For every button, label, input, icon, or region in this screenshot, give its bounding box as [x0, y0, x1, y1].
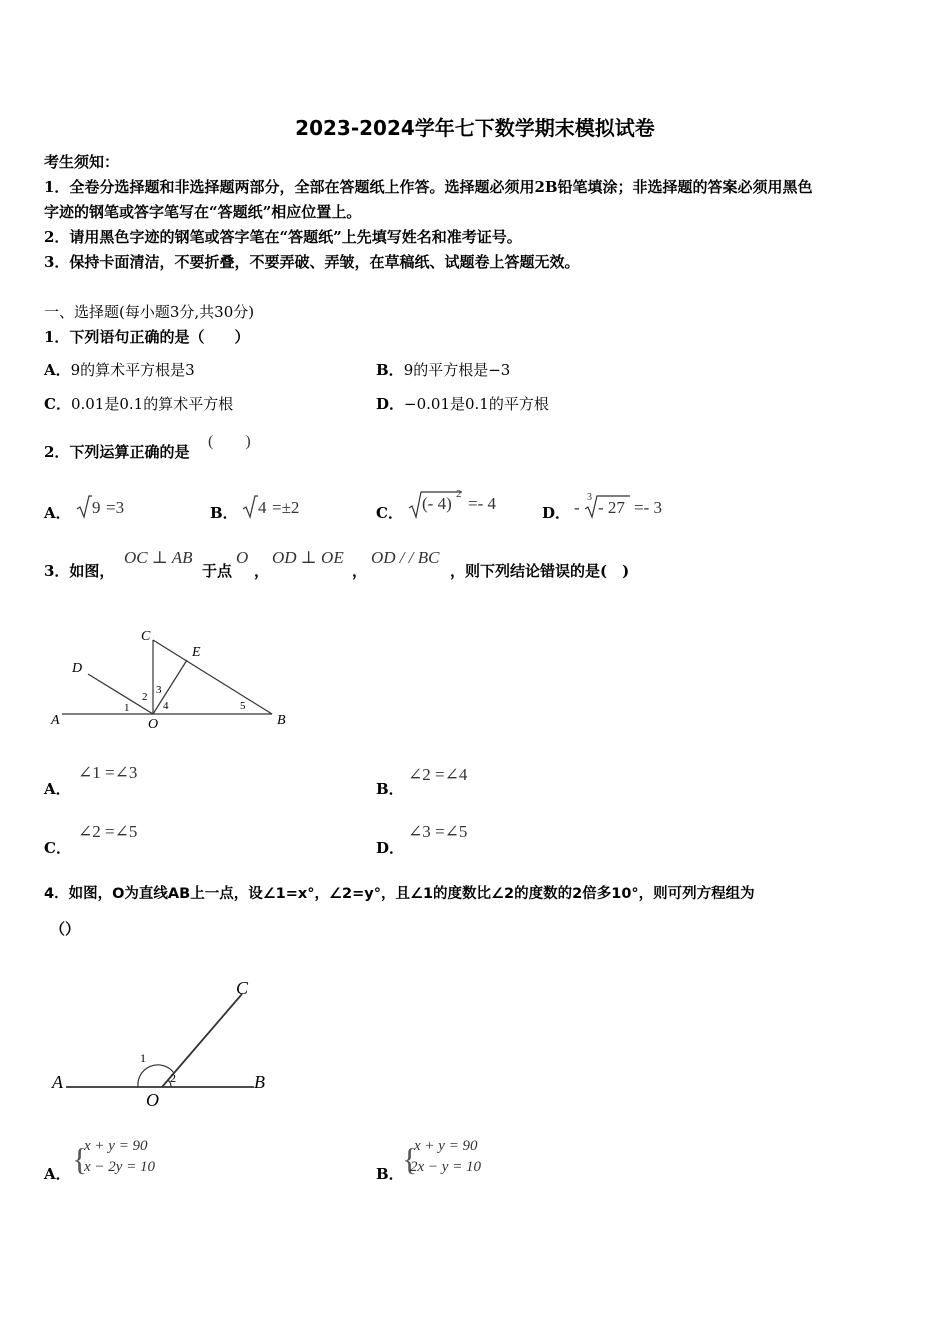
q4-a-brace: { — [72, 1141, 88, 1177]
q4-arc-1 — [138, 1065, 174, 1087]
q3-math-od-perp-oe: OD ⊥ OE — [272, 548, 344, 567]
notice-line-1b: 字迹的钢笔或答字笔写在“答题纸”相应位置上。 — [44, 203, 362, 221]
q3-label-d: D — [72, 661, 83, 676]
q4-label-c: C — [236, 978, 249, 998]
q1-option-c — [44, 394, 233, 414]
q1-option-b — [376, 360, 510, 380]
q2-d-index: 3 — [587, 492, 592, 503]
q3-sep-2: ， — [352, 562, 368, 580]
q3-text-at-point: 于点 — [202, 562, 233, 580]
q4-stem: 4．如图，O为直线AB上一点，设∠1=x°，∠2=y°，且∠1的度数比∠2的度数的2倍多10°，则可列方程组为 — [44, 886, 755, 902]
q3-line-cb — [153, 640, 272, 714]
q3-angle-5: 5 — [240, 700, 246, 712]
q3-angle-4: 4 — [163, 700, 169, 712]
page-title: 2023-2024学年七下数学期末模拟试卷 — [295, 116, 655, 140]
q3-angle-1: 1 — [124, 702, 130, 714]
q4-stem-paren: （） — [50, 920, 81, 938]
q4-b-brace: { — [402, 1141, 418, 1177]
q2-d-radicand: - 27 — [598, 498, 625, 517]
notice-line-3: 3．保持卡面清洁，不要折叠，不要弄破、弄皱，在草稿纸、试题卷上答题无效。 — [44, 253, 580, 271]
notice-line-2: 2．请用黑色字迹的钢笔或答字笔在“答题纸”上先填写姓名和准考证号。 — [44, 228, 522, 246]
q3-a-text: ∠1 =∠3 — [78, 763, 138, 782]
q2-b-radical-sign — [242, 494, 258, 520]
q3-angle-2: 2 — [142, 691, 148, 703]
q4-a-label: A． — [44, 1165, 71, 1183]
q4-b-eq2: 2x − y = 10 — [410, 1159, 482, 1175]
q3-label-o: O — [148, 717, 159, 732]
section-heading: 一、选择题(每小题3分,共30分) — [44, 303, 255, 321]
q4-angle-1: 1 — [140, 1051, 146, 1065]
q3-stem-prefix: 3．如图， — [44, 562, 115, 580]
q4-geometry-figure — [40, 970, 280, 1115]
q2-a-radicand: 9 — [92, 498, 101, 517]
q1-option-d — [376, 394, 549, 414]
q2-c-label: C． — [376, 504, 403, 522]
q4-label-a: A — [52, 1072, 63, 1092]
q2-d-rhs: =- 3 — [634, 498, 662, 517]
q1-b-text: 9的平方根是−3 — [403, 361, 511, 379]
q1-d-text: −0.01是0.1的平方根 — [404, 395, 549, 413]
q1-d-label: D． — [376, 395, 405, 413]
q2-a-rhs: =3 — [106, 498, 125, 517]
q3-math-od-parallel-bc: OD / / BC — [371, 548, 440, 567]
q2-a-label: A． — [44, 504, 71, 522]
q3-b-text: ∠2 =∠4 — [408, 765, 468, 784]
q4-b-label: B． — [376, 1165, 404, 1183]
q3-d-label: D． — [376, 839, 405, 857]
q2-stem: 2．下列运算正确的是 — [44, 443, 190, 461]
q3-math-oc-perp-ab: OC ⊥ AB — [124, 548, 193, 567]
q1-option-a — [44, 360, 195, 380]
q3-label-e: E — [192, 645, 201, 660]
q3-label-c: C — [141, 629, 151, 644]
q4-label-o: O — [146, 1090, 159, 1110]
q1-stem: 1．下列语句正确的是（ ） — [44, 328, 250, 346]
q2-b-rhs: =±2 — [272, 498, 300, 517]
q4-b-eq1: x + y = 90 — [414, 1138, 478, 1154]
q2-paren: ( ) — [208, 433, 251, 450]
q3-stem-suffix: ，则下列结论错误的是( ) — [450, 562, 630, 580]
q1-a-label: A． — [44, 361, 71, 379]
q4-a-eq1: x + y = 90 — [84, 1138, 148, 1154]
q2-d-label: D． — [542, 504, 571, 522]
q2-c-radicand: (- 4) — [422, 494, 452, 513]
q3-sep-1: ， — [254, 562, 270, 580]
q3-a-label: A． — [44, 780, 71, 798]
q4-label-b: B — [254, 1072, 265, 1092]
q2-b-label: B． — [210, 504, 238, 522]
q3-c-text: ∠2 =∠5 — [78, 822, 138, 841]
q1-a-text: 9的算术平方根是3 — [70, 361, 195, 379]
q4-angle-2: 2 — [170, 1071, 176, 1085]
q4-a-eq2: x − 2y = 10 — [84, 1159, 156, 1175]
q3-c-label: C． — [44, 839, 71, 857]
q3-geometry-figure — [40, 620, 300, 735]
q2-a-radical-sign — [76, 494, 92, 520]
q3-label-b: B — [277, 713, 286, 728]
q3-label-a: A — [51, 713, 60, 728]
q1-c-text: 0.01是0.1的算术平方根 — [70, 395, 234, 413]
q2-c-exponent: 2 — [456, 488, 462, 500]
q1-c-label: C． — [44, 395, 71, 413]
notice-line-1: 1．全卷分选择题和非选择题两部分，全部在答题纸上作答。选择题必须用2B铅笔填涂；非选择题的答案必须用黑色 — [44, 178, 813, 196]
q1-b-label: B． — [376, 361, 404, 379]
q2-d-minus: - — [574, 498, 580, 517]
q2-c-rhs: =- 4 — [468, 494, 496, 513]
q3-angle-3: 3 — [156, 684, 162, 696]
notice-heading: 考生须知： — [44, 153, 120, 171]
q3-math-o: O — [236, 548, 249, 567]
q2-b-radicand: 4 — [258, 498, 267, 517]
q3-b-label: B． — [376, 780, 404, 798]
q3-d-text: ∠3 =∠5 — [408, 822, 468, 841]
